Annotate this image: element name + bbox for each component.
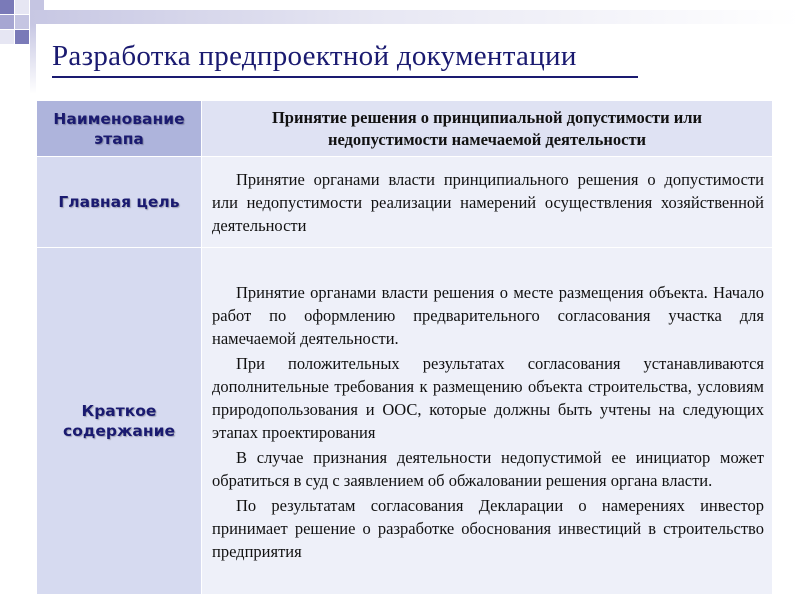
summary-paragraph: По результатам согласования Декларации о намерениях инвестор принимает решение о разработке обоснования инвестиций в строительство предприятия (212, 495, 764, 561)
decorative-vertical-band (30, 24, 36, 94)
goal-paragraph: Принятие органами власти принципиального решения о допустимости или недопустимости реализации намерений осуществления хозяйственной деятельности (212, 170, 764, 235)
table-header-row (37, 101, 773, 157)
table-row (37, 157, 773, 248)
summary-paragraph: При положительных результатах согласования устанавливаются дополнительные требования к размещению объекта строительства, условиям природопользования и ООС, которые должны быть учтены на следующих этапах проектирования (212, 353, 764, 442)
row-content-goal (202, 157, 773, 248)
row-label-summary: Краткое содержание (37, 248, 202, 595)
row-label-goal: Главная цель (37, 157, 202, 248)
summary-paragraph: Принятие органами власти решения о месте размещения объекта. Начало работ по оформлению предварительного согласования участка для намечаемой деятельности. (212, 282, 764, 348)
decorative-top-band (30, 10, 800, 24)
summary-paragraph: В случае признания деятельности недопустимой ее инициатор может обратиться в суд с заявлением об обжаловании решения органа власти. (212, 447, 764, 490)
header-stage-description: Принятие решения о принципиальной допустимости или недопустимости намечаемой деятельности (202, 101, 773, 157)
stage-table (36, 100, 773, 595)
table-row (37, 248, 773, 595)
row-content-summary (202, 248, 773, 595)
header-stage-name: Наименование этапа (37, 101, 202, 157)
slide-title: Разработка предпроектной документации (52, 40, 577, 72)
title-underline (52, 76, 638, 78)
